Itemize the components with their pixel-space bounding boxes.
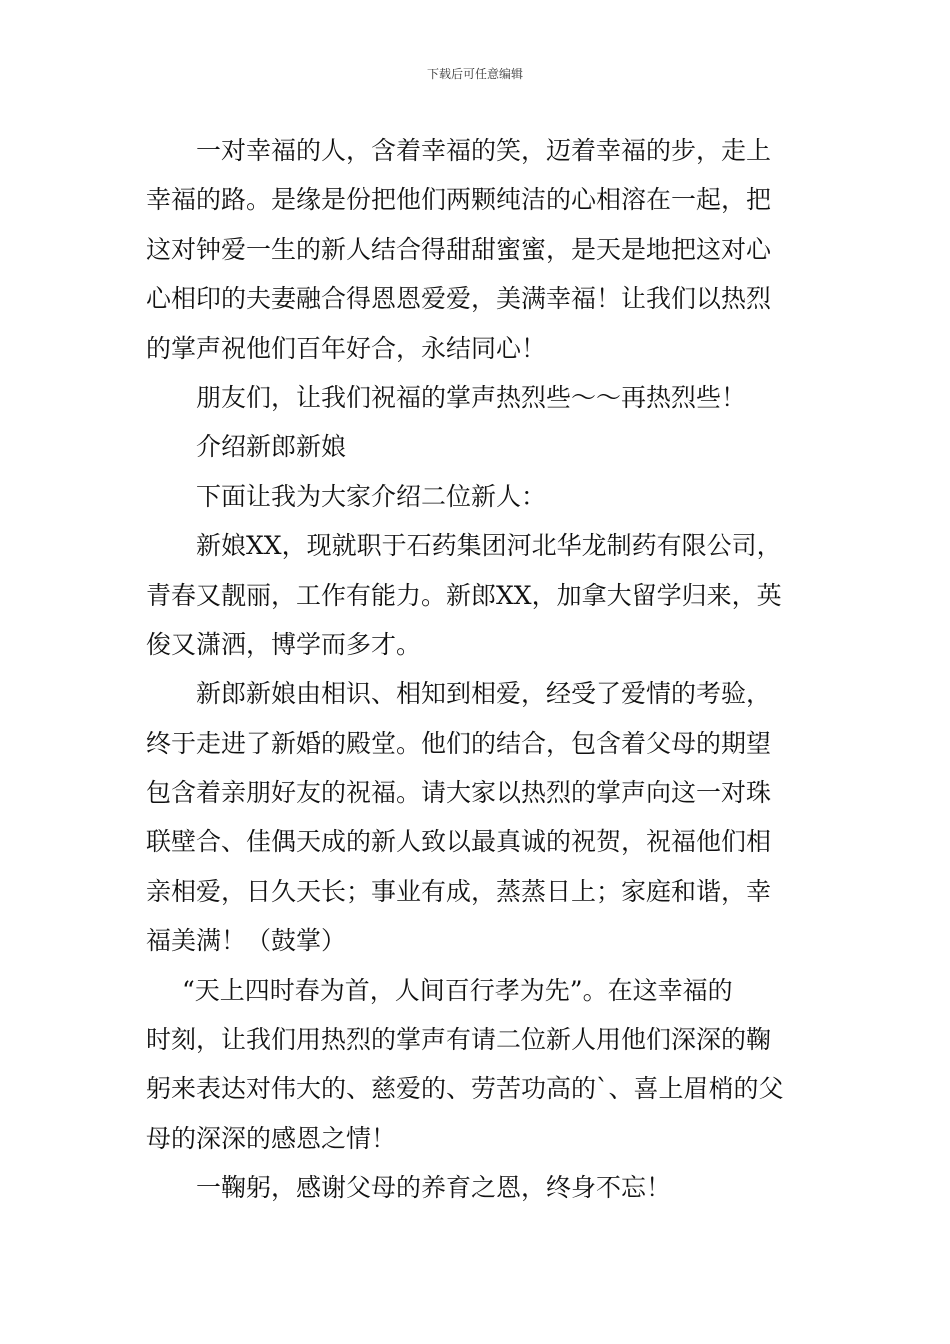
text-line: 时刻，让我们用热烈的掌声有请二位新人用他们深深的鞠 — [146, 1025, 772, 1055]
text-line: 亲相爱，日久天长；事业有成，蒸蒸日上；家庭和谐，幸 — [146, 876, 772, 906]
text-line: 一鞠躬，感谢父母的养育之恩，终身不忘！ — [196, 1173, 672, 1203]
text-line: 终于走进了新婚的殿堂。他们的结合，包含着父母的期望 — [146, 728, 772, 758]
text-line: 新郎新娘由相识、相知到相爱，经受了爱情的考验， — [196, 679, 772, 709]
paragraph — [146, 1163, 816, 1212]
text-line: 幸福的路。是缘是份把他们两颗纯洁的心相溶在一起，把 — [146, 185, 772, 215]
text-line: 福美满！（鼓掌） — [146, 926, 347, 956]
text-line: 下面让我为大家介绍二位新人： — [196, 481, 547, 511]
text-line: 俊又潇洒，博学而多才。 — [146, 629, 422, 659]
text-line: 一对幸福的人，含着幸福的笑，迈着幸福的步，走上 — [196, 136, 772, 165]
text-line: 这对钟爱一生的新人结合得甜甜蜜蜜，是天是地把这对心 — [146, 234, 772, 264]
paragraph — [146, 521, 816, 669]
text-line: 青春又靓丽，工作有能力。新郎XX，加拿大留学归来，英 — [146, 580, 782, 610]
text-line: 心相印的夫妻融合得恩恩爱爱，美满幸福！让我们以热烈 — [146, 284, 772, 314]
text-line: 介绍新郎新娘 — [196, 432, 347, 462]
paragraph — [146, 669, 816, 965]
paragraph — [146, 126, 816, 373]
text-line: 联壁合、佳偶天成的新人致以最真诚的祝贺，祝福他们相 — [146, 827, 772, 857]
text-line: 的掌声祝他们百年好合，永结同心！ — [146, 333, 547, 363]
text-line: 朋友们，让我们祝福的掌声热烈些～～再热烈些！ — [196, 382, 747, 412]
text-line: 躬来表达对伟大的、慈爱的、劳苦功高的`、喜上眉梢的父 — [146, 1074, 784, 1104]
text-line: 母的深深的感恩之情！ — [146, 1123, 397, 1153]
text-line: “天上四时春为首，人间百行孝为先”。在这幸福的 — [182, 975, 733, 1005]
text-line: 包含着亲朋好友的祝福。请大家以热烈的掌声向这一对珠 — [146, 778, 772, 808]
paragraph — [146, 373, 816, 422]
document-body — [146, 126, 816, 1213]
paragraph — [146, 472, 816, 521]
paragraph — [146, 966, 816, 1164]
text-line: 新娘XX，现就职于石药集团河北华龙制药有限公司， — [196, 531, 782, 561]
page-header: 下载后可任意编辑 — [426, 67, 523, 81]
section-heading — [146, 422, 816, 471]
